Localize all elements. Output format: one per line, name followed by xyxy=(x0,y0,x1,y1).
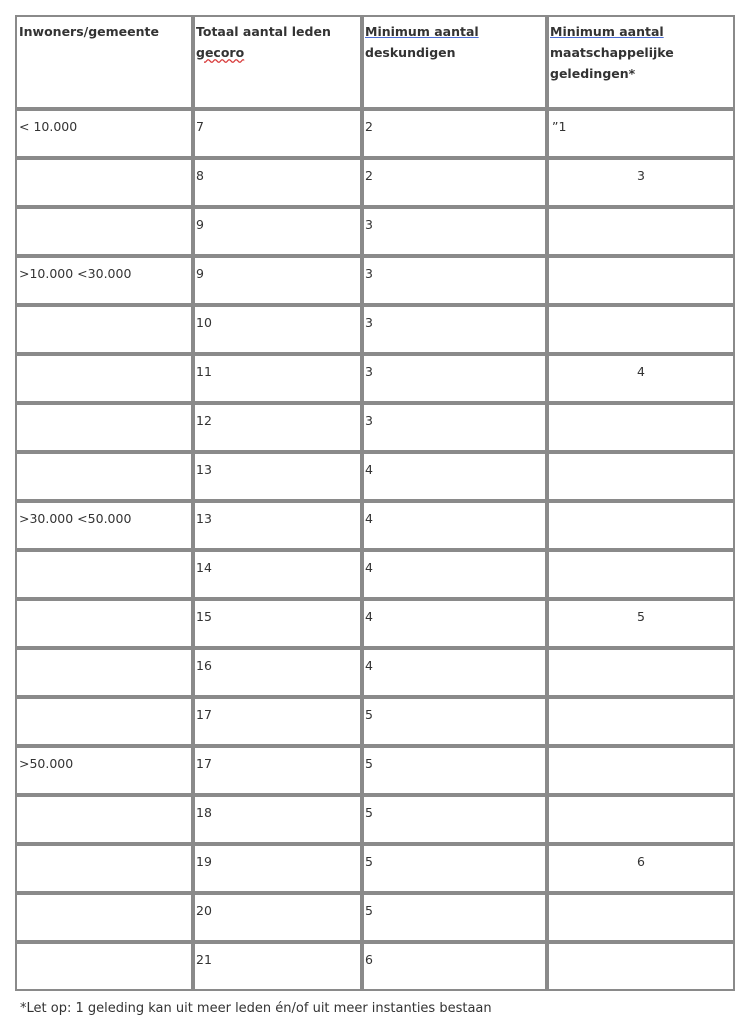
cell-deskundigen: 3 xyxy=(362,403,547,452)
cell-geledingen xyxy=(547,746,735,795)
cell-inwoners: >30.000 <50.000 xyxy=(15,501,193,550)
cell-totaal-leden: 10 xyxy=(193,305,362,354)
header-geledingen-line1: Minimum aantal xyxy=(550,24,664,39)
header-geledingen-line3: geledingen* xyxy=(550,66,636,81)
header-inwoners xyxy=(15,15,193,109)
cell-inwoners: >50.000 xyxy=(15,746,193,795)
cell-totaal-leden: 20 xyxy=(193,893,362,942)
header-deskundigen-line1: Minimum aantal xyxy=(365,24,479,39)
header-geledingen-line2: maatschappelijke xyxy=(550,45,674,60)
cell-geledingen xyxy=(547,942,735,991)
cell-deskundigen: 3 xyxy=(362,256,547,305)
cell-inwoners xyxy=(15,893,193,942)
header-geledingen xyxy=(547,15,735,109)
cell-totaal-leden: 7 xyxy=(193,109,362,158)
cell-geledingen: ”1 xyxy=(547,109,735,158)
cell-totaal-leden: 18 xyxy=(193,795,362,844)
gecoro-composition-table xyxy=(15,15,735,991)
cell-inwoners xyxy=(15,648,193,697)
header-totaal-leden xyxy=(193,15,362,109)
cell-totaal-leden: 21 xyxy=(193,942,362,991)
table-row xyxy=(15,844,735,893)
cell-deskundigen: 6 xyxy=(362,942,547,991)
cell-totaal-leden: 17 xyxy=(193,697,362,746)
cell-inwoners xyxy=(15,452,193,501)
table-header-row xyxy=(15,15,735,109)
cell-deskundigen: 4 xyxy=(362,599,547,648)
cell-totaal-leden: 9 xyxy=(193,207,362,256)
cell-inwoners xyxy=(15,305,193,354)
table-row xyxy=(15,452,735,501)
table-row xyxy=(15,550,735,599)
cell-inwoners xyxy=(15,354,193,403)
cell-geledingen: 5 xyxy=(547,599,735,648)
cell-inwoners xyxy=(15,795,193,844)
header-totaal-leden-label: Totaal aantal leden xyxy=(196,24,331,39)
cell-inwoners xyxy=(15,844,193,893)
cell-deskundigen: 2 xyxy=(362,109,547,158)
cell-inwoners xyxy=(15,599,193,648)
cell-geledingen xyxy=(547,648,735,697)
cell-deskundigen: 2 xyxy=(362,158,547,207)
cell-deskundigen: 5 xyxy=(362,893,547,942)
cell-geledingen xyxy=(547,452,735,501)
cell-deskundigen: 4 xyxy=(362,452,547,501)
cell-deskundigen: 5 xyxy=(362,746,547,795)
cell-geledingen xyxy=(547,893,735,942)
table-row xyxy=(15,746,735,795)
footnote: *Let op: 1 geleding kan uit meer leden én/of uit meer instanties bestaan xyxy=(20,1001,492,1016)
cell-totaal-leden: 13 xyxy=(193,501,362,550)
cell-totaal-leden: 17 xyxy=(193,746,362,795)
cell-inwoners xyxy=(15,942,193,991)
table-row xyxy=(15,207,735,256)
header-inwoners-label: Inwoners/gemeente xyxy=(19,24,159,39)
cell-geledingen xyxy=(547,501,735,550)
header-deskundigen-line2: deskundigen xyxy=(365,45,456,60)
cell-deskundigen: 4 xyxy=(362,501,547,550)
cell-inwoners xyxy=(15,550,193,599)
table-row xyxy=(15,893,735,942)
table-row xyxy=(15,256,735,305)
cell-geledingen xyxy=(547,697,735,746)
cell-geledingen: 6 xyxy=(547,844,735,893)
table-row xyxy=(15,501,735,550)
cell-totaal-leden: 9 xyxy=(193,256,362,305)
cell-deskundigen: 5 xyxy=(362,697,547,746)
cell-geledingen xyxy=(547,550,735,599)
cell-geledingen xyxy=(547,305,735,354)
cell-deskundigen: 3 xyxy=(362,207,547,256)
cell-geledingen xyxy=(547,795,735,844)
table-row xyxy=(15,158,735,207)
cell-inwoners xyxy=(15,403,193,452)
header-deskundigen xyxy=(362,15,547,109)
cell-inwoners: < 10.000 xyxy=(15,109,193,158)
cell-geledingen xyxy=(547,403,735,452)
cell-inwoners xyxy=(15,158,193,207)
cell-deskundigen: 3 xyxy=(362,305,547,354)
cell-geledingen xyxy=(547,207,735,256)
table-row xyxy=(15,305,735,354)
cell-inwoners: >10.000 <30.000 xyxy=(15,256,193,305)
cell-totaal-leden: 8 xyxy=(193,158,362,207)
cell-totaal-leden: 14 xyxy=(193,550,362,599)
table-row xyxy=(15,403,735,452)
table-row xyxy=(15,599,735,648)
cell-inwoners xyxy=(15,207,193,256)
cell-deskundigen: 4 xyxy=(362,648,547,697)
cell-deskundigen: 5 xyxy=(362,795,547,844)
cell-totaal-leden: 12 xyxy=(193,403,362,452)
table-row xyxy=(15,354,735,403)
table-row xyxy=(15,795,735,844)
header-gecoro-word: gecoro xyxy=(196,45,245,60)
table-row xyxy=(15,109,735,158)
table-row xyxy=(15,942,735,991)
cell-deskundigen: 5 xyxy=(362,844,547,893)
cell-inwoners xyxy=(15,697,193,746)
cell-totaal-leden: 13 xyxy=(193,452,362,501)
table-row xyxy=(15,697,735,746)
table-row xyxy=(15,648,735,697)
cell-geledingen xyxy=(547,256,735,305)
cell-totaal-leden: 15 xyxy=(193,599,362,648)
cell-geledingen: 3 xyxy=(547,158,735,207)
cell-totaal-leden: 11 xyxy=(193,354,362,403)
cell-totaal-leden: 19 xyxy=(193,844,362,893)
cell-deskundigen: 3 xyxy=(362,354,547,403)
cell-deskundigen: 4 xyxy=(362,550,547,599)
cell-geledingen: 4 xyxy=(547,354,735,403)
cell-totaal-leden: 16 xyxy=(193,648,362,697)
